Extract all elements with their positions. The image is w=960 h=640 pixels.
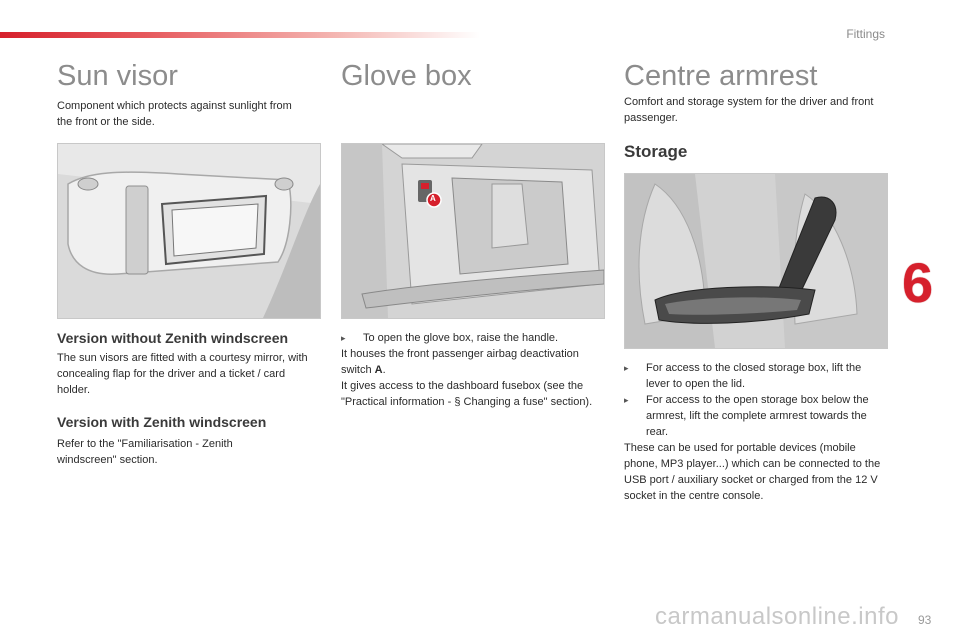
- chapter-number: 6: [902, 251, 934, 314]
- glove-box-fusebox-text: It gives access to the dashboard fusebox (see the "Practical information - § Changing a fuse" section).: [341, 380, 593, 408]
- glove-box-airbag-text: It houses the front passenger airbag deactivation switch: [341, 348, 579, 376]
- armrest-bullet-1: [624, 360, 886, 392]
- without-zenith-text: The sun visors are fitted with a courtesy mirror, with concealing flap for the driver and a ticket / card holder.: [57, 352, 308, 396]
- watermark: carmanualsonline.info: [655, 603, 899, 630]
- armrest-bullet-2: [624, 392, 886, 440]
- page-number: 93: [918, 613, 932, 627]
- glove-box-bullet: [341, 330, 603, 346]
- sun-visor-title: Sun visor: [57, 60, 178, 92]
- storage-heading: Storage: [624, 142, 688, 161]
- glove-box-airbag-line: [341, 346, 603, 378]
- switch-label: A: [374, 364, 383, 376]
- section-label: Fittings: [846, 27, 885, 41]
- glove-box-airbag-end: .: [382, 364, 386, 376]
- glove-box-image: [341, 143, 605, 319]
- glove-box-text: [341, 330, 603, 410]
- armrest-bullet-2-text: For access to the open storage box below the armrest, lift the complete armrest towards the rear.: [646, 394, 869, 438]
- bullet-marker-icon: ▸: [624, 363, 629, 373]
- centre-armrest-image: [624, 173, 888, 349]
- bullet-marker-icon: ▸: [624, 395, 629, 405]
- glove-box-title: Glove box: [341, 60, 472, 92]
- bullet-marker-icon: ▸: [341, 333, 346, 343]
- with-zenith-text: Refer to the "Familiarisation - Zenith windscreen" section.: [57, 438, 233, 466]
- armrest-usage-text: These can be used for portable devices (mobile phone, MP3 player...) which can be connected to the USB port / auxiliary socket or charged from the 12 V socket in the centre console.: [624, 442, 881, 502]
- centre-armrest-title: Centre armrest: [624, 60, 818, 92]
- without-zenith-heading: Version without Zenith windscreen: [57, 330, 289, 346]
- switch-a-marker: A: [430, 194, 436, 203]
- sun-visor-intro: Component which protects against sunlight from the front or the side.: [57, 100, 292, 128]
- armrest-bullet-1-text: For access to the closed storage box, lift the lever to open the lid.: [646, 362, 862, 390]
- top-accent-bar: [0, 32, 480, 38]
- sun-visor-image: [57, 143, 321, 319]
- centre-armrest-text: [624, 360, 886, 504]
- centre-armrest-intro: Comfort and storage system for the driver and front passenger.: [624, 96, 874, 124]
- with-zenith-heading: Version with Zenith windscreen: [57, 414, 267, 430]
- glove-box-bullet-text: To open the glove box, raise the handle.: [363, 332, 559, 344]
